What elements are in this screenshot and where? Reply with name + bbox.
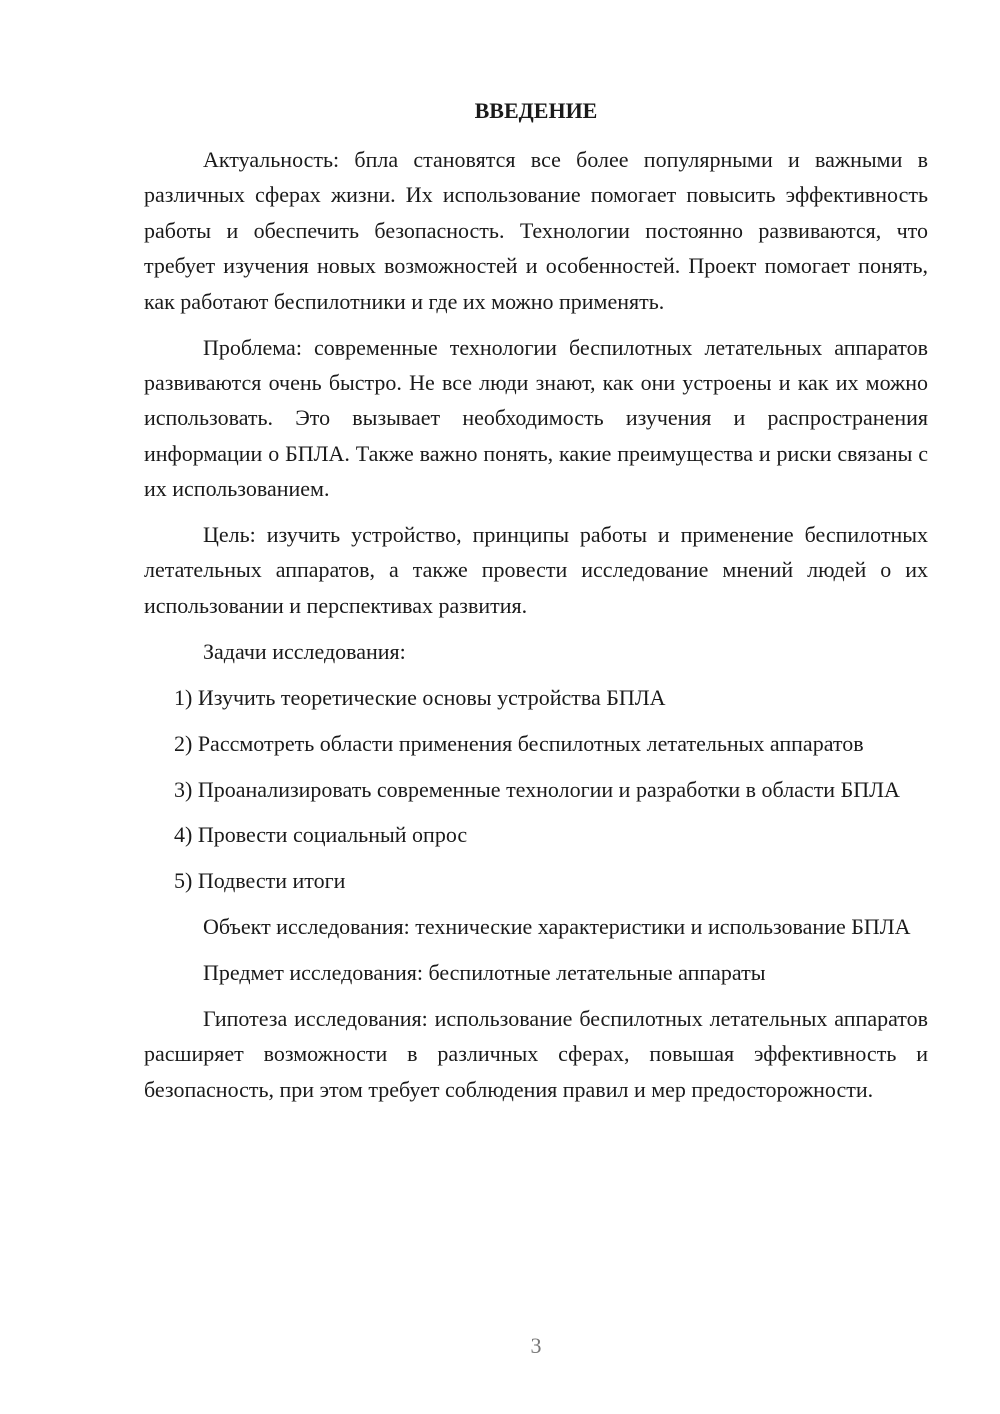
task-item-2: 2) Рассмотреть области применения беспилотных летательных аппаратов <box>174 730 864 756</box>
task-item-3: 3) Проанализировать современные технологии и разработки в области БПЛА <box>174 776 900 802</box>
paragraph-object: Объект исследования: технические характеристики и использование БПЛА <box>203 914 911 940</box>
paragraph-goal: Цель: изучить устройство, принципы работы и применение беспилотных летательных аппаратов, а также провести исследование мнений людей о их использовании и перспективах развития. <box>144 522 928 618</box>
paragraph-problem: Проблема: современные технологии беспилотных летательных аппаратов развиваются очень быстро. Не все люди знают, как они устроены и как их можно использовать. Это вызывает необходимость изучения и распространения информации о БПЛА. Также важно понять, какие преимущества и риски связаны с их использованием. <box>144 334 928 502</box>
paragraph-relevance: Актуальность: бпла становятся все более популярными и важными в различных сферах жизни. Их использование помогает повысить эффективность работы и обеспечить безопасность. Технологии постоянно развиваются, что требует изучения новых возможностей и особенностей. Проект помогает понять, как работают беспилотники и где их можно применять. <box>144 147 928 314</box>
task-item-5: 5) Подвести итоги <box>174 868 346 894</box>
paragraph-hypothesis: Гипотеза исследования: использование беспилотных летательных аппаратов расширяет возможности в различных сферах, повышая эффективность и безопасность, при этом требует соблюдения правил и мер предосторожности. <box>144 1006 928 1102</box>
task-item-1: 1) Изучить теоретические основы устройства БПЛА <box>174 684 666 710</box>
paragraph-tasks-heading: Задачи исследования: <box>203 638 406 664</box>
paragraph-subject: Предмет исследования: беспилотные летательные аппараты <box>203 960 766 986</box>
page-number: 3 <box>530 1333 542 1358</box>
section-title: ВВЕДЕНИЕ <box>474 98 598 123</box>
page-body <box>144 142 928 1118</box>
task-item-4: 4) Провести социальный опрос <box>174 822 468 848</box>
